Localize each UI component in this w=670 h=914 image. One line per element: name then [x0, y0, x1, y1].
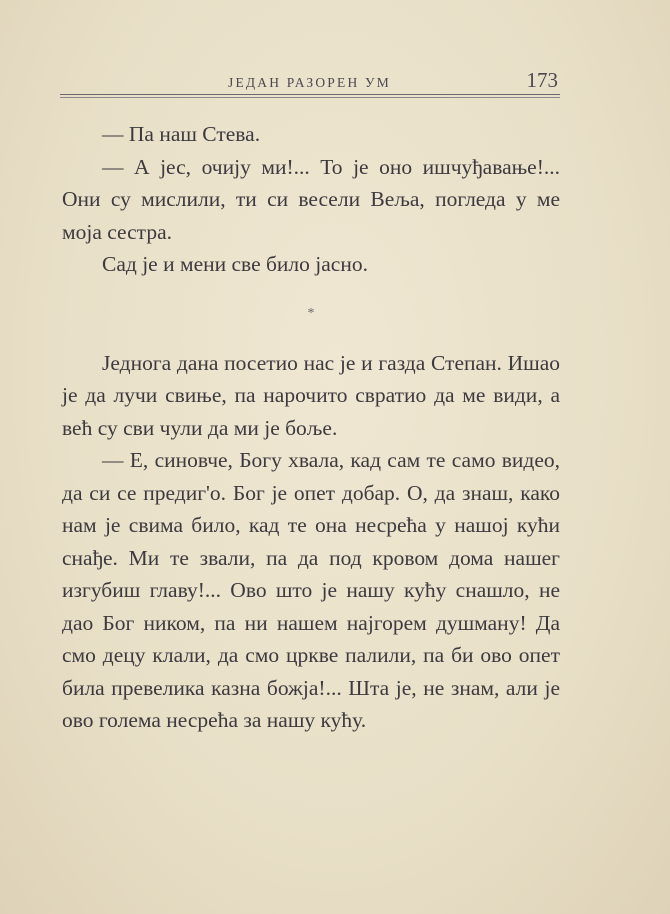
- body-text: [62, 118, 560, 737]
- paragraph: — Па наш Стева.: [102, 122, 261, 146]
- paragraph: Једнога дана посетио нас је и газда Степан. Ишао је да лучи свиње, па нарочито свратио да ме види, а већ су сви чули да ми је боље.: [62, 350, 560, 440]
- section-break-ornament: *: [307, 305, 315, 321]
- header-rule-secondary: [60, 97, 560, 98]
- paragraph: Сад је и мени све било јасно.: [102, 252, 368, 276]
- page-header: [60, 66, 560, 96]
- paragraph: — А јес, очију ми!... То је оно ишчуђавање!... Они су мислили, ти си весели Веља, погледа у ме моја сестра.: [62, 154, 560, 244]
- paragraph: — Е, синовче, Богу хвала, кад сам те само видео, да си се предиг'о. Бог је опет добар. О, да знаш, како нам је свима било, кад те она несрећа у нашој кући снађе. Ми те звали, па да под кровом дома нашег изгубиш главу!... Ово што је нашу кућу снашло, не дао Бог ником, па ни нашем најгорем душману! Да смо децу клали, да смо цркве палили, па би ово опет била превелика казна божја!... Шта је, не знам, али је ово голема несрећа за нашу кућу.: [62, 448, 560, 732]
- running-head: ЈЕДАН РАЗОРЕН УМ: [228, 75, 391, 90]
- header-rule: [60, 94, 560, 95]
- page-number: 173: [526, 68, 558, 92]
